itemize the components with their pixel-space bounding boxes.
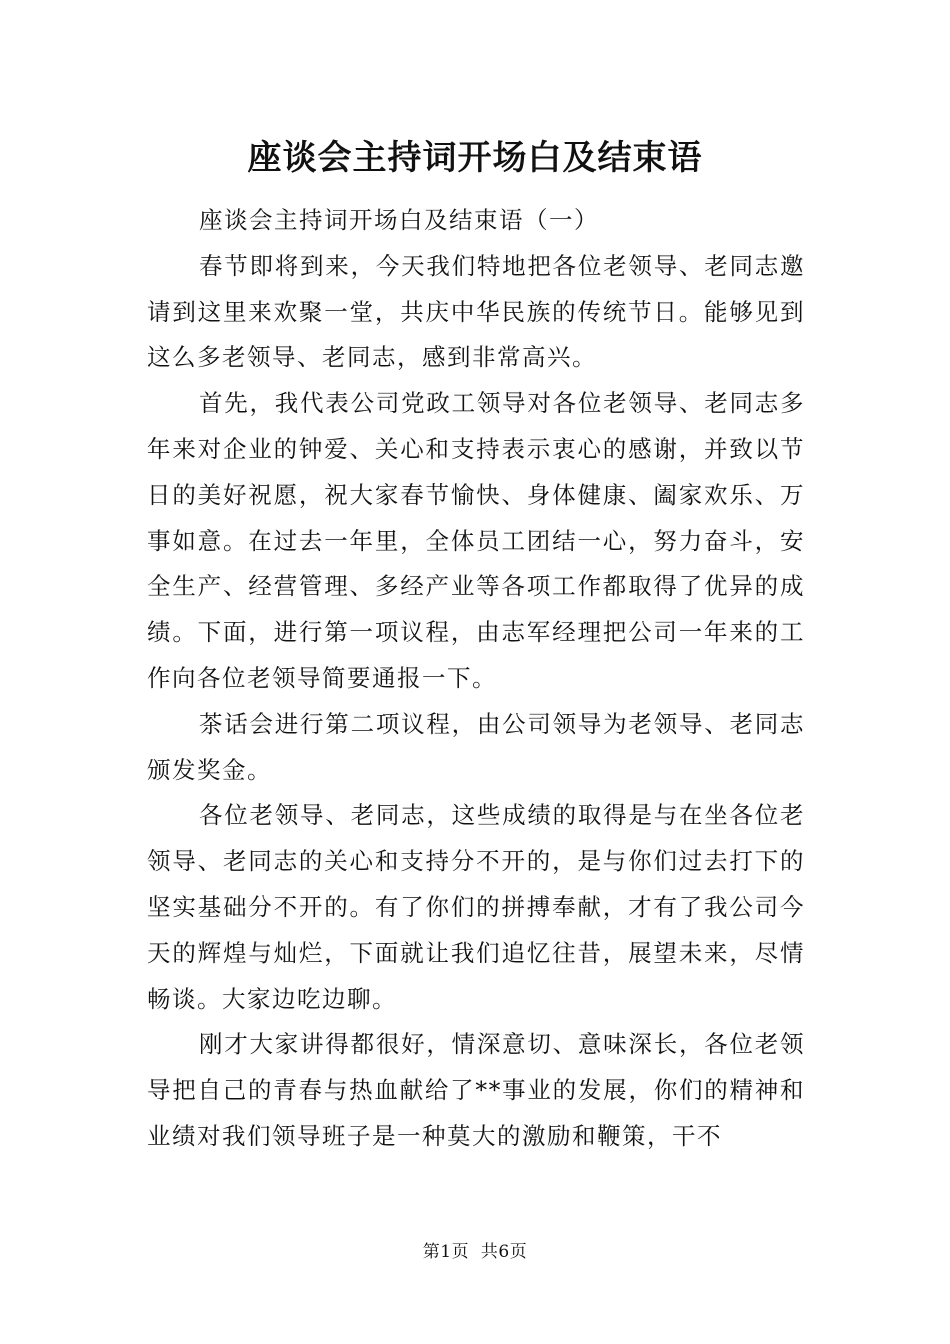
body-paragraph: 首先，我代表公司党政工领导对各位老领导、老同志多年来对企业的钟爱、关心和支持表示衷心的感谢，并致以节日的美好祝愿，祝大家春节愉快、身体健康、阖家欢乐、万事如意。在过去一年里，全体员工团结一心，努力奋斗，安全生产、经营管理、多经产业等各项工作都取得了优异的成绩。下面，进行第一项议程，由志军经理把公司一年来的工作向各位老领导简要通报一下。 (147, 389, 805, 692)
body-paragraph: 各位老领导、老同志，这些成绩的取得是与在坐各位老领导、老同志的关心和支持分不开的，是与你们过去打下的坚实基础分不开的。有了你们的拼搏奉献，才有了我公司今天的辉煌与灿烂，下面就让我们追忆往昔，展望未来，尽情畅谈。大家边吃边聊。 (147, 801, 805, 1013)
body-paragraph: 刚才大家讲得都很好，情深意切、意味深长，各位老领导把自己的青春与热血献给了**事业的发展，你们的精神和业绩对我们领导班子是一种莫大的激励和鞭策，干不 (147, 1030, 805, 1150)
section-heading: 座谈会主持词开场白及结束语（一） (199, 206, 599, 234)
document-title: 座谈会主持词开场白及结束语 (247, 138, 703, 178)
page-total: 共6页 (480, 1242, 528, 1262)
body-paragraph: 茶话会进行第二项议程，由公司领导为老领导、老同志颁发奖金。 (147, 709, 805, 784)
page-number: 第1页 (422, 1242, 470, 1262)
page-footer (0, 1240, 950, 1264)
document-body (147, 198, 805, 1160)
body-paragraph: 春节即将到来，今天我们特地把各位老领导、老同志邀请到这里来欢聚一堂，共庆中华民族的传统节日。能够见到这么多老领导、老同志，感到非常高兴。 (147, 251, 805, 372)
